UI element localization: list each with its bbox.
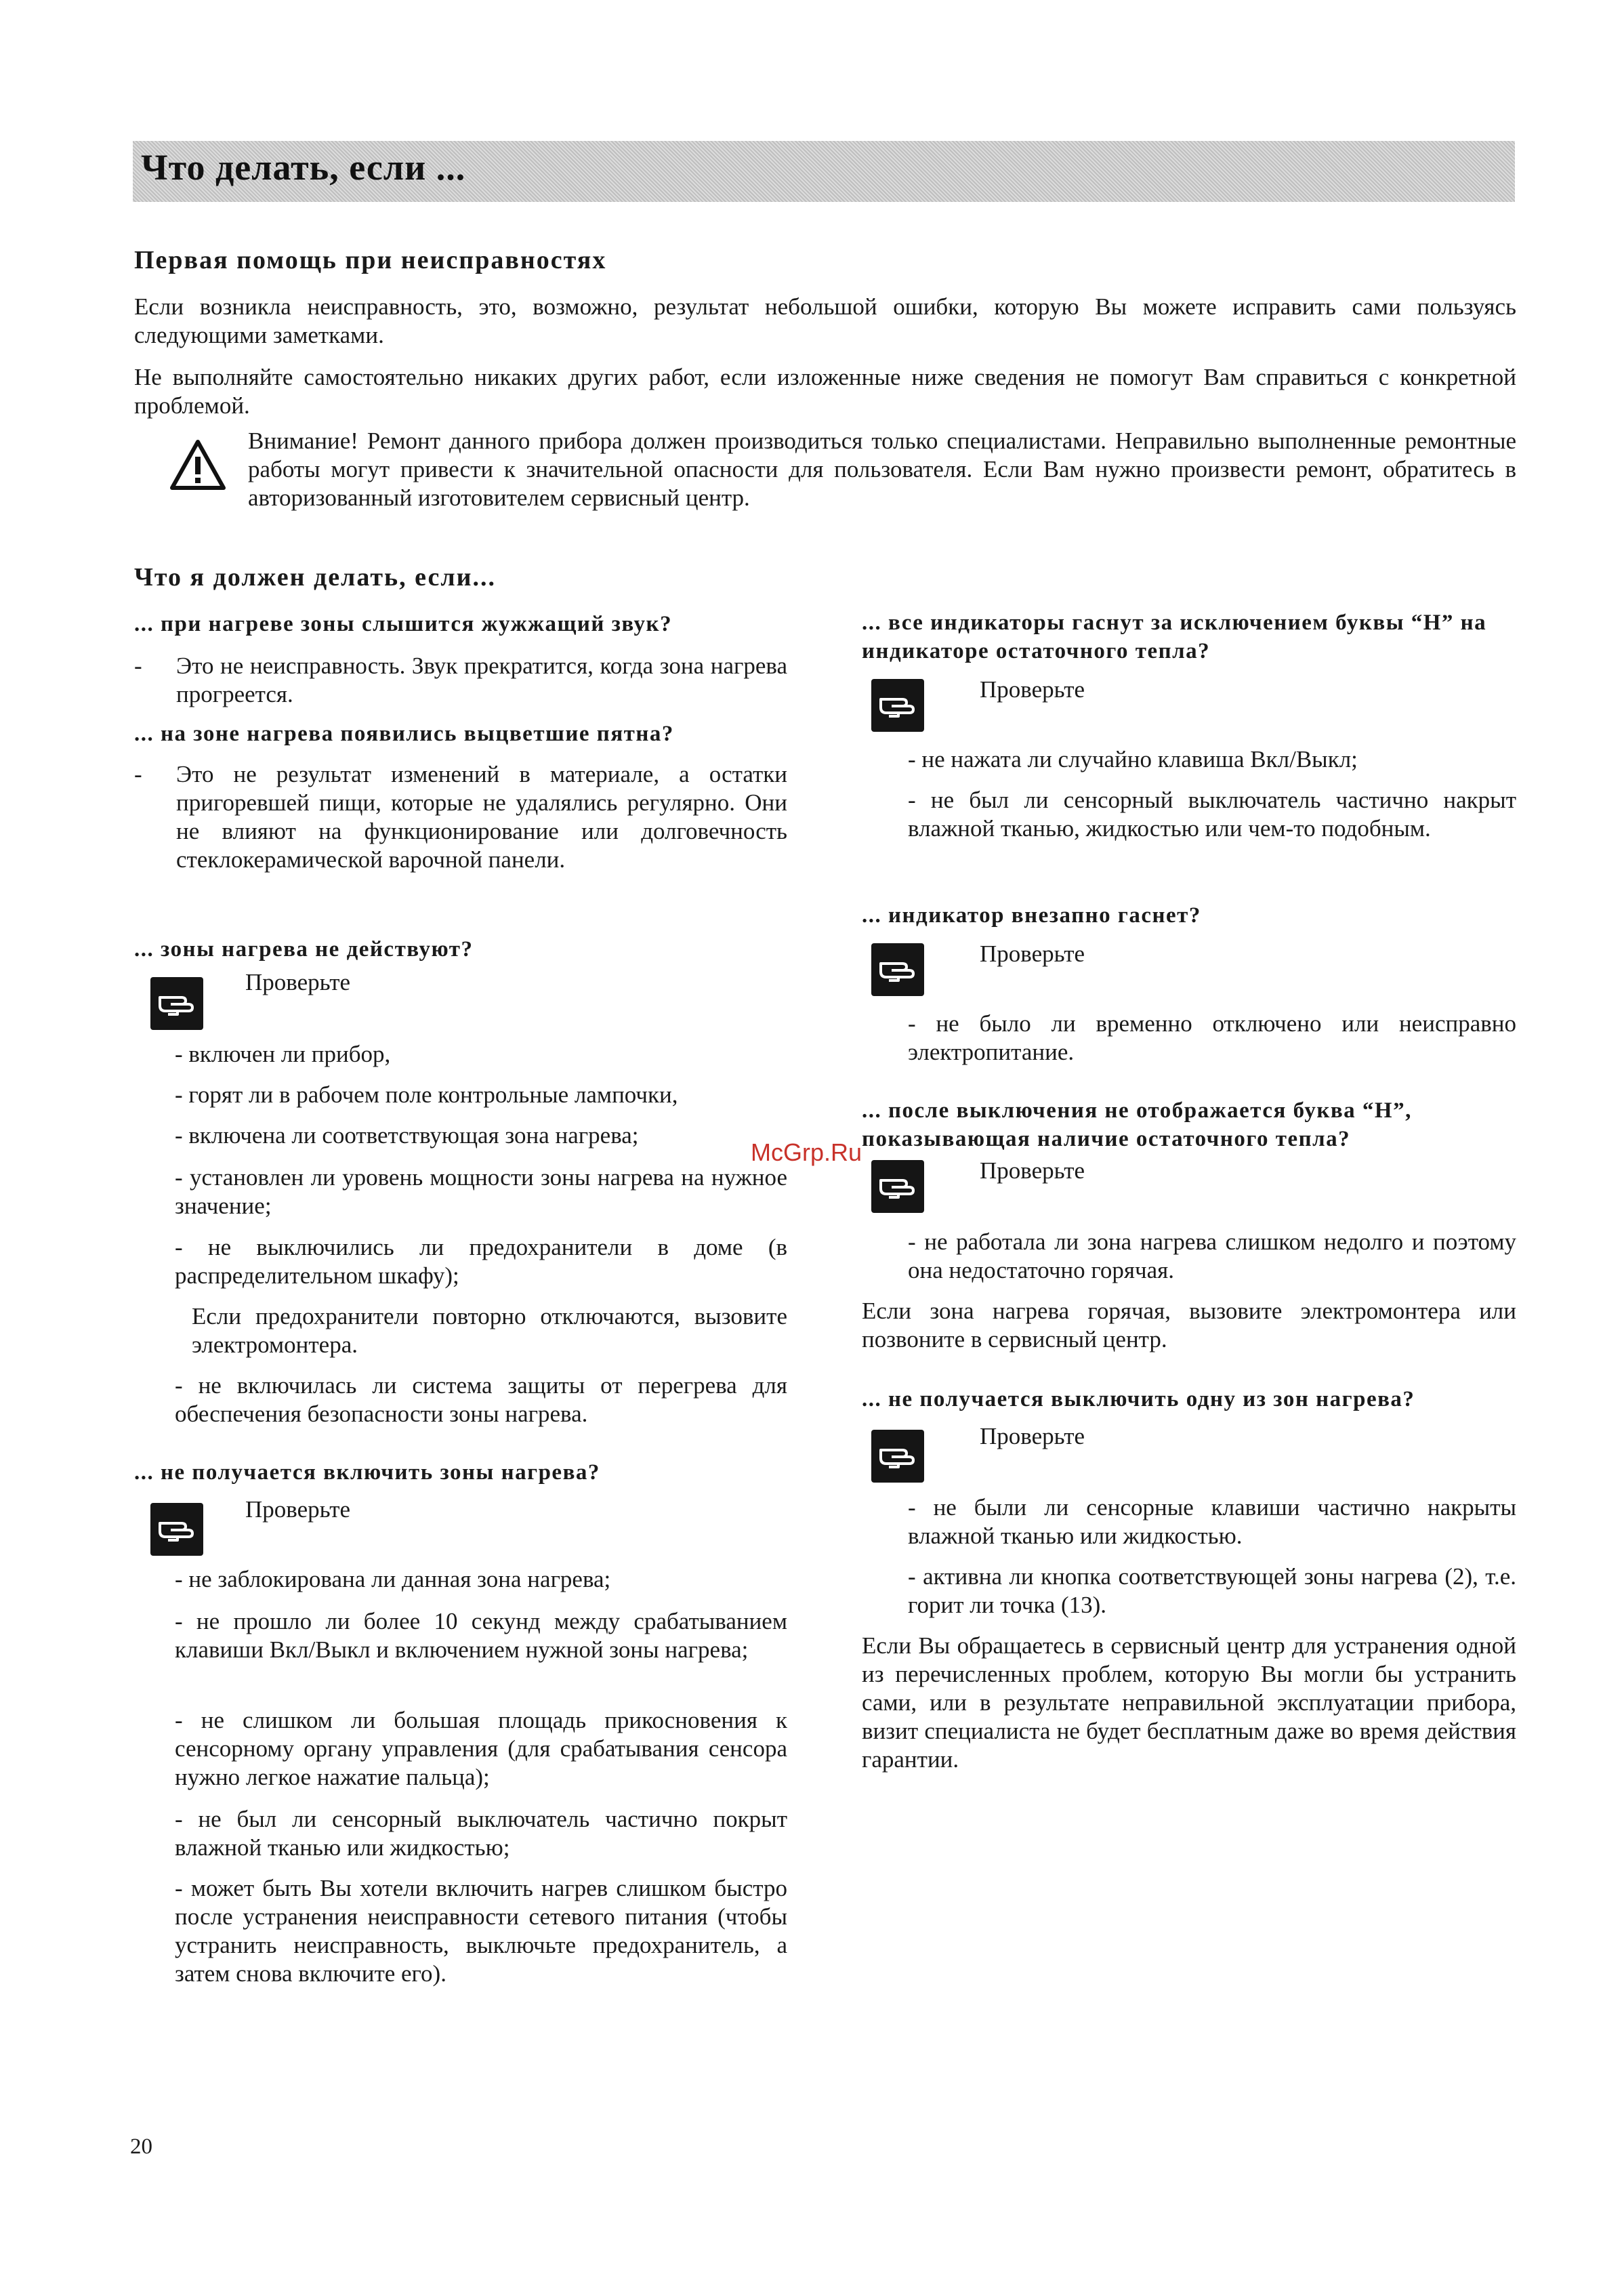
check-label: Проверьте: [245, 969, 351, 995]
hand-pointer-icon: [871, 943, 924, 996]
hand-pointer-icon: [871, 1160, 924, 1213]
question-buzzing: ... при нагреве зоны слышится жужжащий звук?: [134, 612, 673, 636]
question-cannot-switch-off: ... не получается выключить одну из зон нагрева?: [862, 1387, 1415, 1411]
question-indicators-go-out: ... все индикаторы гаснут за исключением буквы “H” на индикаторе остаточного тепла?: [862, 611, 1487, 663]
hand-pointer-icon: [150, 1503, 203, 1556]
intro-heading: Первая помощь при неисправностях: [134, 246, 607, 274]
answer-spots: Это не результат изменений в материале, а остатки пригоревшей пищи, которые не удалялись регулярно. Они не влияют на функционирование или долговечность стеклокерамической варочной панели.: [176, 761, 787, 873]
list-item: - не слишком ли большая площадь прикосновения к сенсорному органу управления (для срабатывания сенсора нужно легкое нажатие пальца);: [175, 1707, 787, 1790]
intro-paragraph-1: Если возникла неисправность, это, возможно, результат небольшой ошибки, которую Вы можете исправить сами пользуясь следующими заметками.: [134, 293, 1516, 348]
list-item: - не выключились ли предохранители в доме (в распределительном шкафу);: [175, 1234, 787, 1289]
paragraph-after: Если зона нагрева горячая, вызовите электромонтера или позвоните в сервисный центр.: [862, 1298, 1516, 1352]
list-item: - может быть Вы хотели включить нагрев слишком быстро после устранения неисправности сетевого питания (чтобы устранить неисправность, выключьте предохранитель, а затем снова включите его).: [175, 1875, 788, 1987]
faq-heading: Что я должен делать, если...: [134, 563, 497, 592]
check-label: Проверьте: [980, 1423, 1085, 1449]
list-item: - включена ли соответствующая зона нагрева;: [175, 1122, 639, 1149]
check-label: Проверьте: [980, 676, 1085, 703]
list-item: - не работала ли зона нагрева слишком недолго и поэтому она недостаточно горячая.: [908, 1228, 1517, 1283]
warning-text: Внимание! Ремонт данного прибора должен производиться только специалистами. Неправильно выполненные ремонтные работы могут привести к значительной опасности для пользователя. Если Вам нужно произвести ремонт, обратитесь в авторизованный изготовителем сервисный центр.: [248, 428, 1516, 511]
list-item: - не было ли временно отключено или неисправно электропитание.: [908, 1010, 1517, 1065]
intro-paragraph-2: Не выполняйте самостоятельно никаких других работ, если изложенные ниже сведения не помогут Вам справиться с конкретной проблемой.: [134, 364, 1516, 419]
list-note: Если предохранители повторно отключаются, вызовите электромонтера.: [192, 1303, 787, 1358]
dash: -: [134, 653, 142, 679]
question-spots: ... на зоне нагрева появились выцветшие пятна?: [134, 722, 674, 746]
warning-icon: [169, 439, 226, 491]
hand-pointer-icon: [871, 679, 924, 732]
question-zones-not-working: ... зоны нагрева не действуют?: [134, 937, 474, 962]
hand-pointer-icon: [150, 977, 203, 1030]
list-item: - установлен ли уровень мощности зоны нагрева на нужное значение;: [175, 1164, 787, 1219]
question-cannot-switch-on: ... не получается включить зоны нагрева?: [134, 1460, 600, 1485]
answer-buzzing: Это не неисправность. Звук прекратится, когда зона нагрева прогреется.: [176, 653, 787, 707]
title-bar: [133, 141, 1515, 202]
check-label: Проверьте: [245, 1496, 351, 1523]
list-item: - не включилась ли система защиты от перегрева для обеспечения безопасности зоны нагрева.: [175, 1372, 787, 1427]
question-no-h-letter: ... после выключения не отображается буква “H”, показывающая наличие остаточного тепла?: [862, 1098, 1412, 1151]
list-item: - не нажата ли случайно клавиша Вкл/Выкл;: [908, 746, 1358, 772]
list-item: - не был ли сенсорный выключатель частично накрыт влажной тканью, жидкостью или чем-то подобным.: [908, 787, 1516, 842]
page-number: 20: [130, 2134, 152, 2159]
dash: -: [134, 761, 142, 787]
question-indicator-goes-out: ... индикатор внезапно гаснет?: [862, 903, 1201, 928]
list-item: - включен ли прибор,: [175, 1041, 391, 1067]
check-label: Проверьте: [980, 941, 1085, 967]
hand-pointer-icon: [871, 1430, 924, 1483]
list-item: - горят ли в рабочем поле контрольные лампочки,: [175, 1081, 678, 1108]
list-item: - активна ли кнопка соответствующей зоны нагрева (2), т.е. горит ли точка (13).: [908, 1563, 1517, 1618]
check-label: Проверьте: [980, 1157, 1085, 1184]
page-title: Что делать, если ...: [141, 147, 466, 188]
paragraph-after: Если Вы обращаетесь в сервисный центр для устранения одной из перечисленных проблем, которую Вы могли бы устранить сами, или в результате неправильной эксплуатации прибора, визит специалиста не будет бесплатным даже во время действия гарантии.: [862, 1632, 1516, 1773]
list-item: - не были ли сенсорные клавиши частично накрыты влажной тканью или жидкостью.: [908, 1494, 1517, 1549]
list-item: - не прошло ли более 10 секунд между срабатыванием клавиши Вкл/Выкл и включением нужной зоны нагрева;: [175, 1608, 787, 1663]
watermark: McGrp.Ru: [751, 1138, 862, 1166]
list-item: - не заблокирована ли данная зона нагрева;: [175, 1566, 611, 1592]
list-item: - не был ли сенсорный выключатель частично покрыт влажной тканью или жидкостью;: [175, 1806, 787, 1861]
